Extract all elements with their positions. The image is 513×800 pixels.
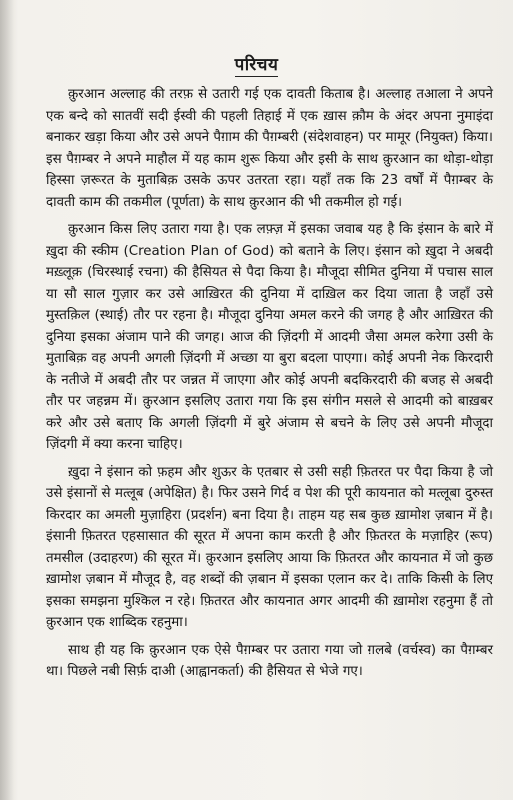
binding-shadow — [0, 0, 14, 800]
paragraph: क़ुरआन किस लिए उतारा गया है। एक लफ़्ज़ में इसका जवाब यह है कि इंसान के बारे में ख़ुदा की स्कीम (Creation Plan of God) को बताने के लिए। इंसान को ख़ुदा ने अबदी मख़्लूक़ (चिरस्थाई रचना) की हैसियत से पैदा किया है। मौजूदा सीमित दुनिया में पचास साल या सौ साल गुज़ार कर उसे आख़िरत की दुनिया में दाख़िल कर दिया जाता है जहाँ उसे मुस्तक़िल (स्थाई) तौर पर रहना है। मौजूदा दुनिया अमल करने की जगह है और आख़िरत की दुनिया इसका अंजाम पाने की जगह। आज की ज़िंदगी में आदमी जैसा अमल करेगा उसी के मुताबिक़ वह अपनी अगली ज़िंदगी में अच्छा या बुरा बदला पाएगा। कोई अपनी नेक किरदारी के नतीजे में अबदी तौर पर जन्नत में जाएगा और कोई अपनी बदकिरदारी की बजह से अबदी तौर पर जहन्नम में। क़ुरआन इसलिए उतारा गया कि इस संगीन मसले से आदमी को बाख़बर करे और उसे बताए कि अगली ज़िंदगी में बुरे अंजाम से बचने के लिए उसे अपनी मौजूदा ज़िंदगी में क्या करना चाहिए। — [46, 222, 493, 452]
chapter-title-text: परिचय — [234, 55, 279, 75]
chapter-title — [0, 52, 513, 75]
paragraph: साथ ही यह कि क़ुरआन एक ऐसे पैग़म्बर पर उतारा गया जो ग़लबे (वर्चस्व) का पैग़म्बर था। पिछले नबी सिर्फ़ दाअी (आह्वानकर्ता) की हैसियत से भेजे गए। — [46, 642, 493, 679]
paragraph: क़ुरआन अल्लाह की तरफ़ से उतारी गई एक दावती किताब है। अल्लाह तआला ने अपने एक बन्दे को सातवीं सदी ईस्वी की पहली तिहाई में एक ख़ास क़ौम के अंदर अपना नुमाइंदा बनाकर खड़ा किया और उसे अपने पैग़ाम की पैग़म्बरी (संदेशवाहन) पर मामूर (नियुक्त) किया। इस पैग़म्बर ने अपने माहौल में यह काम शुरू किया और इसी के साथ क़ुरआन का थोड़ा-थोड़ा हिस्सा ज़रूरत के मुताबिक़ उसके ऊपर उतरता रहा। यहाँ तक कि 23 वर्षों में पैग़म्बर के दावती काम की तकमील (पूर्णता) के साथ क़ुरआन की भी तकमील हो गई। — [46, 87, 493, 210]
body-text — [46, 84, 493, 689]
paragraph: ख़ुदा ने इंसान को फ़हम और शुऊर के एतबार से उसी सही फ़ितरत पर पैदा किया है जो उसे इंसानों से मत्लूब (अपेक्षित) है। फिर उसने गिर्द व पेश की पूरी कायनात को मत्लूबा दुरुस्त किरदार का अमली मुज़ाहिरा (प्रदर्शन) बना दिया है। ताहम यह सब कुछ ख़ामोश ज़बान में है। इंसानी फ़ितरत एहसासात की सूरत में अपना काम करती है और फ़ितरत के मज़ाहिर (रूप) तमसील (उदाहरण) की सूरत में। क़ुरआन इसलिए आया कि फ़ितरत और कायनात में जो कुछ ख़ामोश ज़बान में मौजूद है, वह शब्दों की ज़बान में इसका एलान कर दे। ताकि किसी के लिए इसका समझना मुश्किल न रहे। फ़ितरत और कायनात अगर आदमी की ख़ामोश रहनुमा हैं तो क़ुरआन एक शाब्दिक रहनुमा। — [46, 464, 493, 630]
